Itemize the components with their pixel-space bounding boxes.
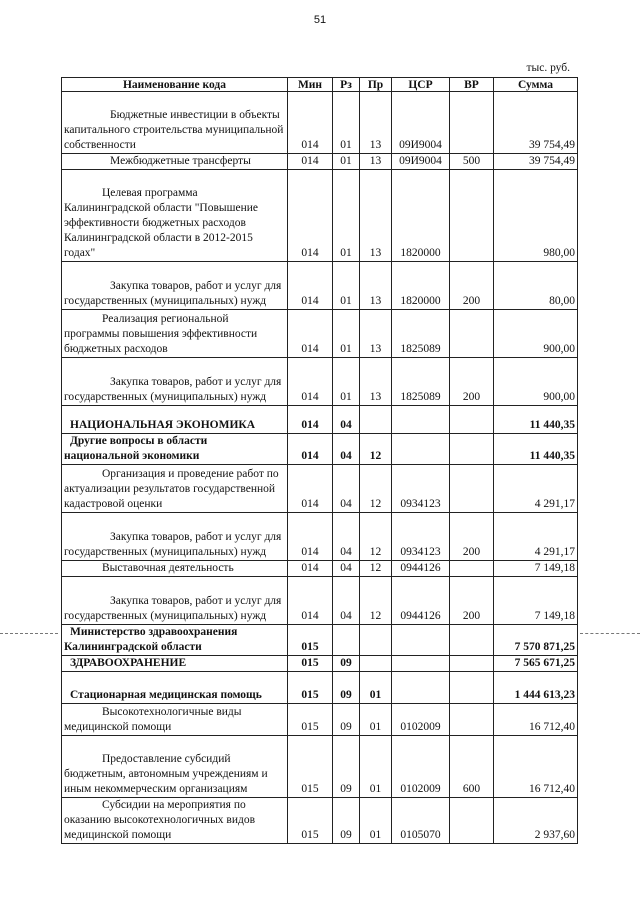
- row-pr-cell: [360, 406, 392, 434]
- table-row: [62, 92, 578, 154]
- row-csr-cell: [392, 434, 450, 465]
- row-name-cell: Организация и проведение работ по актуализации результатов государственной кадастровой оценки: [62, 465, 288, 513]
- table-row: [62, 358, 578, 406]
- row-name-cell: Выставочная деятельность: [62, 561, 288, 577]
- row-sum-cell: 7 149,18: [494, 577, 578, 625]
- row-name-cell: Целевая программа Калининградской области "Повышение эффективности бюджетных расходов Калининградской области в 2012-2015 годах": [62, 170, 288, 262]
- row-csr-cell: 09И9004: [392, 154, 450, 170]
- row-min-cell: 014: [288, 465, 333, 513]
- row-name-cell: Закупка товаров, работ и услуг для государственных (муниципальных) нужд: [62, 358, 288, 406]
- row-pr-cell: 01: [360, 798, 392, 844]
- row-pr-cell: 13: [360, 154, 392, 170]
- row-sum-cell: 900,00: [494, 310, 578, 358]
- row-pr-cell: 12: [360, 577, 392, 625]
- row-vr-cell: 600: [450, 736, 494, 798]
- row-name-cell: Реализация региональной программы повышения эффективности бюджетных расходов: [62, 310, 288, 358]
- row-rz-cell: 09: [333, 736, 360, 798]
- row-min-cell: 014: [288, 434, 333, 465]
- row-csr-cell: 0944126: [392, 561, 450, 577]
- table-row: [62, 434, 578, 465]
- row-pr-cell: 12: [360, 465, 392, 513]
- unit-label: тыс. руб.: [526, 62, 570, 74]
- row-sum-cell: 7 565 671,25: [494, 656, 578, 672]
- row-pr-cell: 13: [360, 262, 392, 310]
- row-name-cell: Закупка товаров, работ и услуг для государственных (муниципальных) нужд: [62, 577, 288, 625]
- table-row: [62, 262, 578, 310]
- row-vr-cell: [450, 561, 494, 577]
- table-row: [62, 704, 578, 736]
- row-vr-cell: [450, 434, 494, 465]
- row-min-cell: 015: [288, 736, 333, 798]
- row-sum-cell: 11 440,35: [494, 406, 578, 434]
- row-vr-cell: [450, 92, 494, 154]
- row-sum-cell: 1 444 613,23: [494, 672, 578, 704]
- row-vr-cell: [450, 672, 494, 704]
- row-rz-cell: 09: [333, 656, 360, 672]
- row-pr-cell: 01: [360, 736, 392, 798]
- row-name-cell: Бюджетные инвестиции в объекты капитального строительства муниципальной собственности: [62, 92, 288, 154]
- row-rz-cell: 04: [333, 434, 360, 465]
- row-name-cell: НАЦИОНАЛЬНАЯ ЭКОНОМИКА: [62, 406, 288, 434]
- row-sum-cell: 16 712,40: [494, 736, 578, 798]
- table-row: [62, 577, 578, 625]
- row-csr-cell: [392, 406, 450, 434]
- row-name-cell: Министерство здравоохранения Калининградской области: [62, 625, 288, 656]
- row-name-cell: Предоставление субсидий бюджетным, автономным учреждениям и иным некоммерческим организациям: [62, 736, 288, 798]
- row-csr-cell: 1825089: [392, 358, 450, 406]
- row-rz-cell: 04: [333, 561, 360, 577]
- row-vr-cell: [450, 310, 494, 358]
- row-min-cell: 015: [288, 672, 333, 704]
- row-vr-cell: [450, 798, 494, 844]
- row-csr-cell: [392, 672, 450, 704]
- col-header-rz: Рз: [333, 78, 360, 92]
- row-rz-cell: 09: [333, 798, 360, 844]
- table-row: [62, 170, 578, 262]
- table-row: [62, 625, 578, 656]
- budget-table: [61, 77, 578, 844]
- row-min-cell: 015: [288, 656, 333, 672]
- row-pr-cell: 13: [360, 310, 392, 358]
- row-rz-cell: 04: [333, 577, 360, 625]
- row-csr-cell: 09И9004: [392, 92, 450, 154]
- row-vr-cell: [450, 704, 494, 736]
- col-header-min: Мин: [288, 78, 333, 92]
- row-name-cell: Субсидии на мероприятия по оказанию высокотехнологичных видов медицинской помощи: [62, 798, 288, 844]
- row-csr-cell: 0934123: [392, 513, 450, 561]
- row-rz-cell: 01: [333, 358, 360, 406]
- row-vr-cell: 500: [450, 154, 494, 170]
- row-csr-cell: 1825089: [392, 310, 450, 358]
- row-sum-cell: 7 570 871,25: [494, 625, 578, 656]
- row-pr-cell: 13: [360, 170, 392, 262]
- row-vr-cell: [450, 656, 494, 672]
- row-vr-cell: 200: [450, 358, 494, 406]
- row-rz-cell: 09: [333, 704, 360, 736]
- row-min-cell: 014: [288, 310, 333, 358]
- row-vr-cell: 200: [450, 577, 494, 625]
- row-rz-cell: 01: [333, 262, 360, 310]
- row-csr-cell: 0102009: [392, 736, 450, 798]
- row-csr-cell: 0934123: [392, 465, 450, 513]
- row-min-cell: 014: [288, 92, 333, 154]
- row-rz-cell: 01: [333, 310, 360, 358]
- row-sum-cell: 7 149,18: [494, 561, 578, 577]
- row-pr-cell: 13: [360, 358, 392, 406]
- row-pr-cell: 01: [360, 672, 392, 704]
- row-rz-cell: 04: [333, 465, 360, 513]
- row-min-cell: 014: [288, 358, 333, 406]
- row-csr-cell: 1820000: [392, 170, 450, 262]
- row-name-cell: ЗДРАВООХРАНЕНИЕ: [62, 656, 288, 672]
- row-pr-cell: 01: [360, 704, 392, 736]
- table-body: [62, 92, 578, 844]
- table-row: [62, 406, 578, 434]
- row-csr-cell: [392, 656, 450, 672]
- table-row: [62, 672, 578, 704]
- table-row: [62, 310, 578, 358]
- row-sum-cell: 2 937,60: [494, 798, 578, 844]
- table-row: [62, 656, 578, 672]
- row-vr-cell: [450, 625, 494, 656]
- row-pr-cell: 13: [360, 92, 392, 154]
- row-csr-cell: 0105070: [392, 798, 450, 844]
- row-pr-cell: [360, 625, 392, 656]
- table-row: [62, 154, 578, 170]
- table-row: [62, 736, 578, 798]
- row-sum-cell: 16 712,40: [494, 704, 578, 736]
- col-header-csr: ЦСР: [392, 78, 450, 92]
- row-min-cell: 014: [288, 406, 333, 434]
- page-fold-line-left: [0, 633, 58, 634]
- row-sum-cell: 4 291,17: [494, 465, 578, 513]
- row-name-cell: Закупка товаров, работ и услуг для государственных (муниципальных) нужд: [62, 513, 288, 561]
- table-row: [62, 798, 578, 844]
- row-vr-cell: [450, 170, 494, 262]
- row-vr-cell: [450, 406, 494, 434]
- row-min-cell: 015: [288, 798, 333, 844]
- row-csr-cell: 0102009: [392, 704, 450, 736]
- row-min-cell: 014: [288, 170, 333, 262]
- row-csr-cell: [392, 625, 450, 656]
- row-rz-cell: 01: [333, 154, 360, 170]
- row-min-cell: 014: [288, 513, 333, 561]
- row-min-cell: 014: [288, 262, 333, 310]
- row-min-cell: 015: [288, 704, 333, 736]
- row-rz-cell: 01: [333, 92, 360, 154]
- row-min-cell: 014: [288, 154, 333, 170]
- row-rz-cell: 04: [333, 513, 360, 561]
- row-sum-cell: 4 291,17: [494, 513, 578, 561]
- row-csr-cell: 0944126: [392, 577, 450, 625]
- row-sum-cell: 39 754,49: [494, 92, 578, 154]
- row-name-cell: Межбюджетные трансферты: [62, 154, 288, 170]
- row-name-cell: Высокотехнологичные виды медицинской помощи: [62, 704, 288, 736]
- row-vr-cell: 200: [450, 262, 494, 310]
- row-pr-cell: [360, 656, 392, 672]
- table-header-row: [62, 78, 578, 92]
- col-header-sum: Сумма: [494, 78, 578, 92]
- row-vr-cell: 200: [450, 513, 494, 561]
- table-row: [62, 561, 578, 577]
- page-fold-line-right: [580, 633, 640, 634]
- row-rz-cell: [333, 625, 360, 656]
- row-min-cell: 015: [288, 625, 333, 656]
- row-sum-cell: 900,00: [494, 358, 578, 406]
- row-rz-cell: 04: [333, 406, 360, 434]
- row-pr-cell: 12: [360, 513, 392, 561]
- table-row: [62, 465, 578, 513]
- row-name-cell: Закупка товаров, работ и услуг для государственных (муниципальных) нужд: [62, 262, 288, 310]
- col-header-pr: Пр: [360, 78, 392, 92]
- row-name-cell: Стационарная медицинская помощь: [62, 672, 288, 704]
- page-number: 51: [313, 14, 327, 26]
- row-pr-cell: 12: [360, 434, 392, 465]
- table-row: [62, 513, 578, 561]
- row-csr-cell: 1820000: [392, 262, 450, 310]
- col-header-name: Наименование кода: [62, 78, 288, 92]
- row-min-cell: 014: [288, 561, 333, 577]
- row-sum-cell: 980,00: [494, 170, 578, 262]
- row-pr-cell: 12: [360, 561, 392, 577]
- row-vr-cell: [450, 465, 494, 513]
- row-name-cell: Другие вопросы в области национальной экономики: [62, 434, 288, 465]
- row-sum-cell: 39 754,49: [494, 154, 578, 170]
- row-min-cell: 014: [288, 577, 333, 625]
- col-header-vr: ВР: [450, 78, 494, 92]
- row-rz-cell: 09: [333, 672, 360, 704]
- row-sum-cell: 80,00: [494, 262, 578, 310]
- row-rz-cell: 01: [333, 170, 360, 262]
- row-sum-cell: 11 440,35: [494, 434, 578, 465]
